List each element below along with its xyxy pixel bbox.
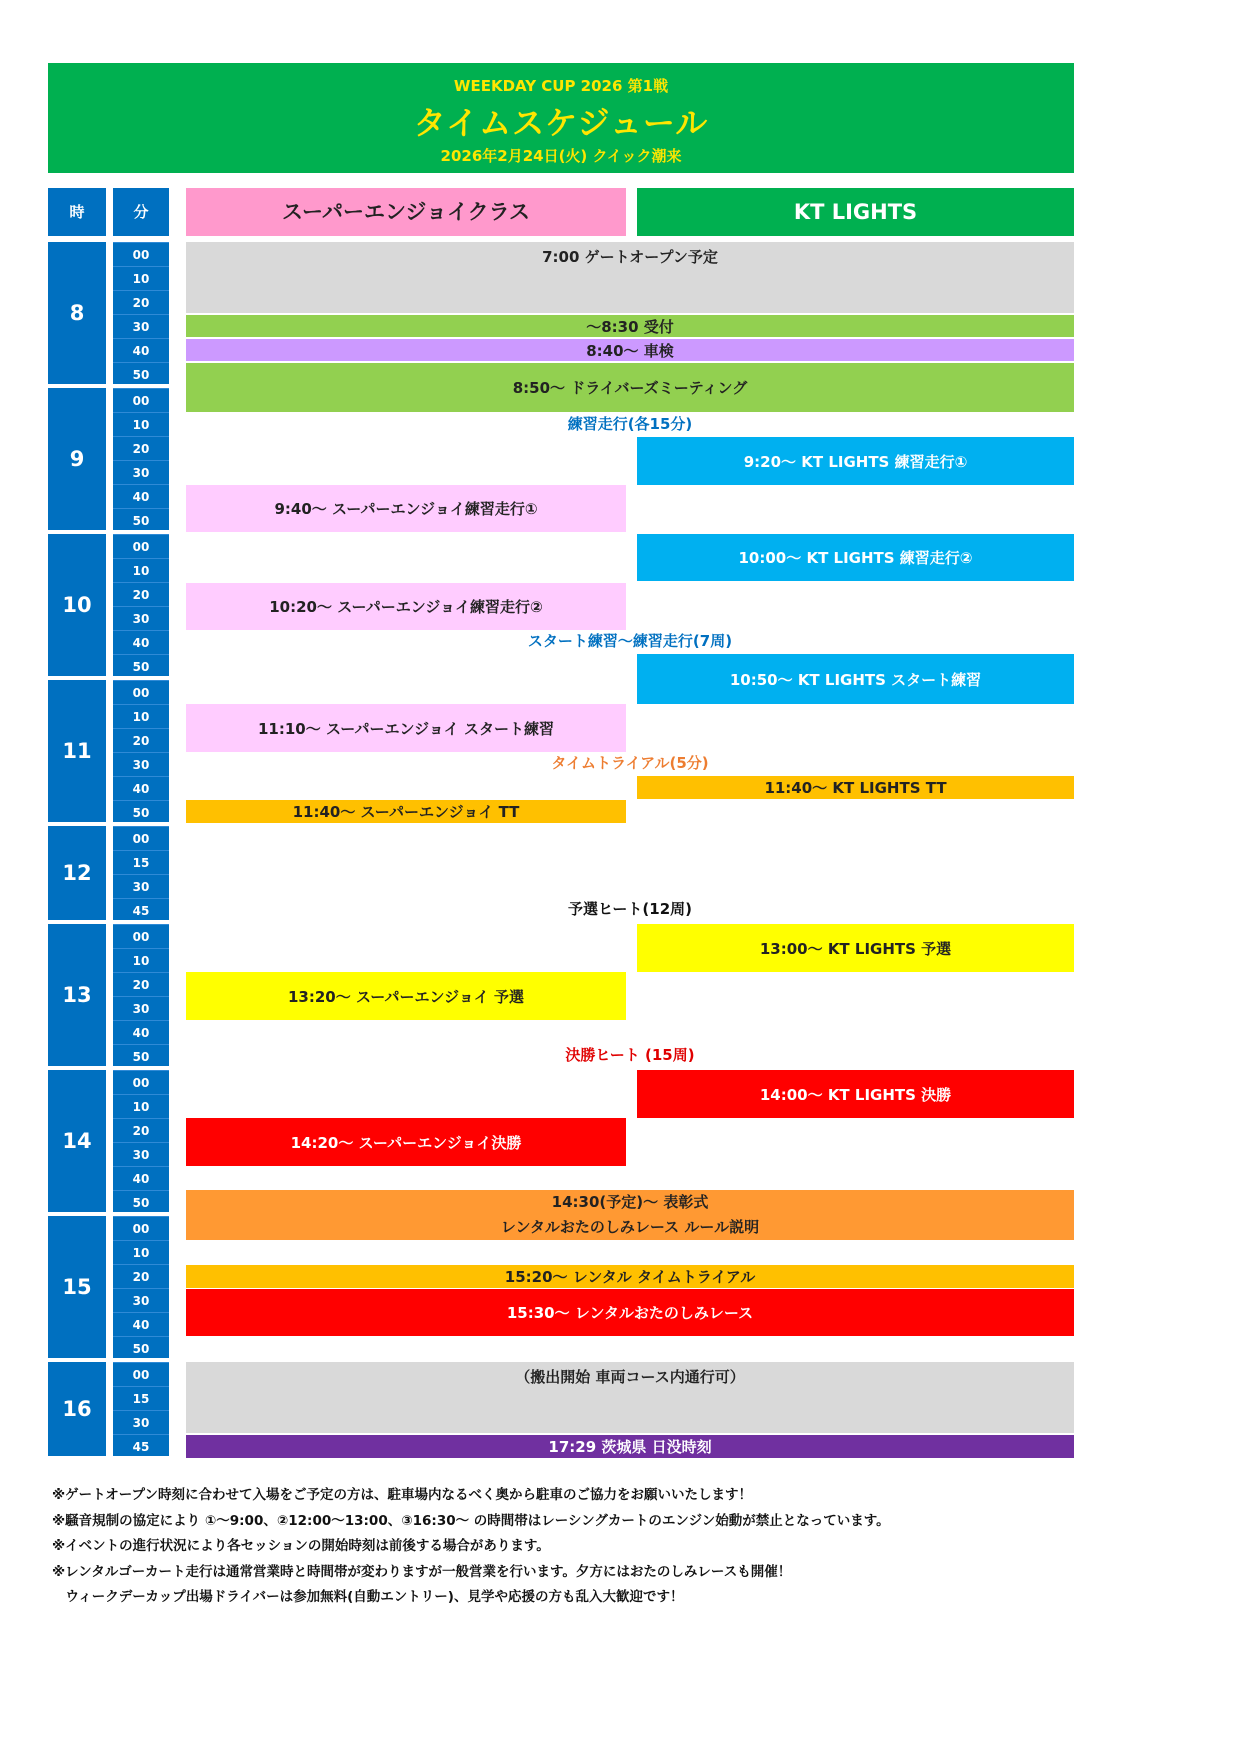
minute-cell: 40 — [113, 1020, 169, 1044]
minute-group — [113, 1216, 169, 1358]
start-practice-section-label: スタート練習～練習走行(7周) — [527, 632, 733, 650]
minute-cell: 15 — [113, 850, 169, 874]
minute-cell: 10 — [113, 1094, 169, 1118]
minute-cell: 15 — [113, 1386, 169, 1410]
minute-cell: 50 — [113, 654, 169, 676]
drivers-meeting-block: 8:50～ ドライバーズミーティング — [186, 363, 1074, 412]
minute-cell: 45 — [113, 898, 169, 920]
minute-group — [113, 924, 169, 1066]
minute-cell: 40 — [113, 1312, 169, 1336]
se-heat-block: 13:20～ スーパーエンジョイ 予選 — [186, 972, 626, 1020]
minute-group — [113, 1362, 169, 1456]
minute-cell: 40 — [113, 630, 169, 654]
kt-practice2-block: 10:00～ KT LIGHTS 練習走行② — [637, 534, 1074, 581]
rental-race-block: 15:30～ レンタルおたのしみレース — [186, 1289, 1074, 1336]
awards-line1: 14:30(予定)～ 表彰式 — [551, 1193, 709, 1211]
minute-cell: 10 — [113, 704, 169, 728]
minute-cell: 10 — [113, 412, 169, 436]
se-practice2-block: 10:20～ スーパーエンジョイ練習走行② — [186, 583, 626, 630]
minute-cell: 00 — [113, 534, 169, 558]
minute-group — [113, 680, 169, 822]
minute-cell: 00 — [113, 826, 169, 850]
minute-cell: 20 — [113, 1264, 169, 1288]
heat-section-label: 予選ヒート(12周) — [568, 900, 692, 918]
minute-cell: 40 — [113, 776, 169, 800]
minute-cell: 00 — [113, 1362, 169, 1386]
minute-cell: 00 — [113, 924, 169, 948]
minute-cell: 50 — [113, 1336, 169, 1358]
minute-cell: 30 — [113, 1410, 169, 1434]
minute-cell: 30 — [113, 996, 169, 1020]
hour-cell: 13 — [48, 924, 106, 1066]
note-line: ウィークデーカップ出場ドライバーは参加無料(自動エントリー)、見学や応援の方も乱入大歓迎です！ — [52, 1589, 684, 1605]
minute-cell: 30 — [113, 314, 169, 338]
hour-cell: 8 — [48, 242, 106, 384]
minute-cell: 30 — [113, 460, 169, 484]
minute-cell: 20 — [113, 290, 169, 314]
note-line: ※ゲートオープン時刻に合わせて入場をご予定の方は、駐車場内なるべく奥から駐車のご協力をお願いいたします！ — [52, 1487, 753, 1503]
kt-lights-header: KT LIGHTS — [637, 188, 1074, 236]
hour-cell: 15 — [48, 1216, 106, 1358]
teardown-block: （搬出開始 車両コース内通行可） — [186, 1362, 1074, 1433]
minute-group — [113, 388, 169, 530]
minute-cell: 10 — [113, 948, 169, 972]
minute-cell: 30 — [113, 1142, 169, 1166]
minute-cell: 45 — [113, 1434, 169, 1456]
minute-cell: 30 — [113, 874, 169, 898]
minute-cell: 40 — [113, 1166, 169, 1190]
minute-cell: 50 — [113, 1190, 169, 1212]
se-practice1-block: 9:40～ スーパーエンジョイ練習走行① — [186, 485, 626, 532]
kt-practice1-block: 9:20～ KT LIGHTS 練習走行① — [637, 437, 1074, 485]
minute-group — [113, 242, 169, 384]
note-line: ※騒音規制の協定により ①～9:00、②12:00～13:00、③16:30～ の時間帯はレーシングカートのエンジン始動が禁止となっています。 — [52, 1512, 890, 1529]
practice-section-label: 練習走行(各15分) — [567, 415, 693, 433]
minute-cell: 50 — [113, 800, 169, 822]
minute-cell: 20 — [113, 436, 169, 460]
awards-line2: レンタルおたのしみレース ルール説明 — [500, 1218, 760, 1236]
minute-cell: 30 — [113, 752, 169, 776]
event-date: 2026年2月24日(火) クイック潮来 — [440, 147, 682, 165]
minute-cell: 50 — [113, 362, 169, 384]
time-trial-section-label: タイムトライアル(5分) — [551, 754, 709, 772]
minute-cell: 30 — [113, 606, 169, 630]
minute-cell: 40 — [113, 338, 169, 362]
minute-cell: 20 — [113, 728, 169, 752]
rental-tt-block: 15:20～ レンタル タイムトライアル — [186, 1265, 1074, 1288]
awards-block — [186, 1190, 1074, 1240]
minute-cell: 40 — [113, 484, 169, 508]
minute-cell: 10 — [113, 1240, 169, 1264]
minute-group — [113, 1070, 169, 1212]
minute-cell: 50 — [113, 1044, 169, 1066]
minute-cell: 10 — [113, 266, 169, 290]
minute-group — [113, 534, 169, 676]
minute-cell: 00 — [113, 388, 169, 412]
se-start-practice-block: 11:10～ スーパーエンジョイ スタート練習 — [186, 704, 626, 752]
kt-final-block: 14:00～ KT LIGHTS 決勝 — [637, 1070, 1074, 1118]
sunset-block: 17:29 茨城県 日没時刻 — [186, 1435, 1074, 1458]
hour-cell: 11 — [48, 680, 106, 822]
minute-cell: 00 — [113, 1070, 169, 1094]
page-title: タイムスケジュール — [413, 104, 709, 142]
reception-block: ～8:30 受付 — [186, 315, 1074, 337]
title-banner — [48, 63, 1074, 173]
gate-open-block: 7:00 ゲートオープン予定 — [186, 242, 1074, 313]
kt-start-practice-block: 10:50～ KT LIGHTS スタート練習 — [637, 654, 1074, 704]
kt-tt-block: 11:40～ KT LIGHTS TT — [637, 776, 1074, 799]
minute-cell: 00 — [113, 680, 169, 704]
minute-cell: 20 — [113, 972, 169, 996]
minute-group — [113, 826, 169, 920]
se-tt-block: 11:40～ スーパーエンジョイ TT — [186, 800, 626, 823]
se-final-block: 14:20～ スーパーエンジョイ決勝 — [186, 1118, 626, 1166]
hour-cell: 14 — [48, 1070, 106, 1212]
hour-cell: 16 — [48, 1362, 106, 1456]
minute-column-header: 分 — [113, 188, 169, 236]
minute-cell: 00 — [113, 1216, 169, 1240]
minute-cell: 20 — [113, 582, 169, 606]
hour-column-header: 時 — [48, 188, 106, 236]
note-line: ※レンタルゴーカート走行は通常営業時と時間帯が変わりますが一般営業を行います。夕方にはおたのしみレースも開催！ — [52, 1563, 792, 1580]
minute-cell: 30 — [113, 1288, 169, 1312]
kt-heat-block: 13:00～ KT LIGHTS 予選 — [637, 924, 1074, 972]
minute-cell: 00 — [113, 242, 169, 266]
hour-cell: 10 — [48, 534, 106, 676]
notes — [52, 1483, 1202, 1611]
super-enjoy-class-header: スーパーエンジョイクラス — [186, 188, 626, 236]
hour-cell: 12 — [48, 826, 106, 920]
minute-cell: 20 — [113, 1118, 169, 1142]
note-line: ※イベントの進行状況により各セッションの開始時刻は前後する場合があります。 — [52, 1538, 550, 1554]
minute-cell: 50 — [113, 508, 169, 530]
event-name: WEEKDAY CUP 2026 第1戦 — [453, 77, 669, 95]
hour-cell: 9 — [48, 388, 106, 530]
final-section-label: 決勝ヒート (15周) — [565, 1046, 695, 1064]
minute-cell: 10 — [113, 558, 169, 582]
inspection-block: 8:40～ 車検 — [186, 339, 1074, 361]
